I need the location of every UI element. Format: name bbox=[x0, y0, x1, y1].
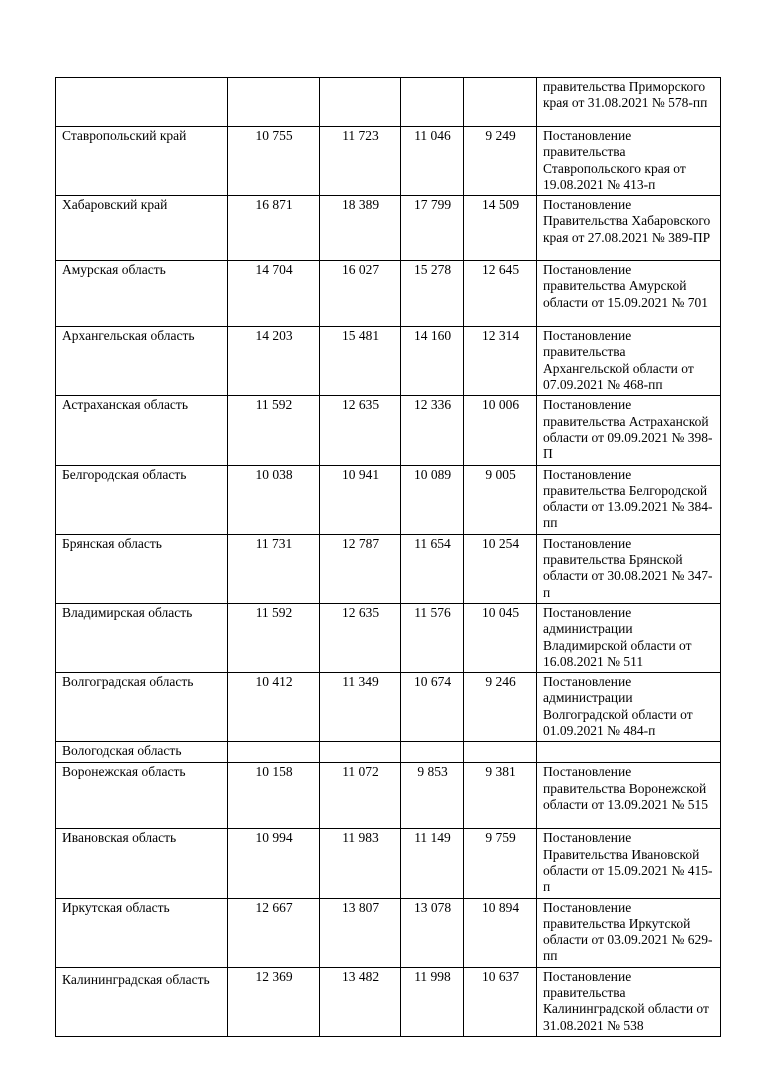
value-cell-1: 10 038 bbox=[228, 465, 320, 534]
value-cell-2 bbox=[320, 78, 401, 127]
value-cell-4: 12 314 bbox=[464, 327, 537, 396]
value-cell-2: 11 072 bbox=[320, 763, 401, 829]
value-cell-4: 10 894 bbox=[464, 898, 537, 967]
value-cell-2: 13 482 bbox=[320, 967, 401, 1036]
value-cell-4: 9 759 bbox=[464, 829, 537, 898]
value-cell-2: 10 941 bbox=[320, 465, 401, 534]
value-cell-4: 10 254 bbox=[464, 534, 537, 603]
region-cell: Вологодская область bbox=[56, 742, 228, 763]
value-cell-4: 14 509 bbox=[464, 196, 537, 261]
value-cell-2: 13 807 bbox=[320, 898, 401, 967]
value-cell-1: 14 704 bbox=[228, 261, 320, 327]
value-cell-1: 11 731 bbox=[228, 534, 320, 603]
table-row bbox=[56, 534, 721, 603]
region-cell: Ставропольский край bbox=[56, 127, 228, 196]
legal-basis-cell: Постановление правительства Брянской области от 30.08.2021 № 347-п bbox=[537, 534, 721, 603]
region-cell: Ивановская область bbox=[56, 829, 228, 898]
value-cell-2: 11 349 bbox=[320, 673, 401, 742]
region-cell: Иркутская область bbox=[56, 898, 228, 967]
value-cell-3: 13 078 bbox=[401, 898, 464, 967]
region-cell: Воронежская область bbox=[56, 763, 228, 829]
legal-basis-cell: Постановление правительства Амурской области от 15.09.2021 № 701 bbox=[537, 261, 721, 327]
table-row bbox=[56, 967, 721, 1036]
table-row bbox=[56, 603, 721, 672]
legal-basis-cell: Постановление правительства Астраханской области от 09.09.2021 № 398-П bbox=[537, 396, 721, 465]
region-cell: Волгоградская область bbox=[56, 673, 228, 742]
legal-basis-cell: Постановление администрации Владимирской области от 16.08.2021 № 511 bbox=[537, 603, 721, 672]
region-cell bbox=[56, 967, 228, 1036]
region-cell: Белгородская область bbox=[56, 465, 228, 534]
value-cell-4: 9 246 bbox=[464, 673, 537, 742]
legal-basis-cell: Постановление Правительства Ивановской области от 15.09.2021 № 415-п bbox=[537, 829, 721, 898]
value-cell-3: 9 853 bbox=[401, 763, 464, 829]
table-row bbox=[56, 829, 721, 898]
value-cell-3: 11 654 bbox=[401, 534, 464, 603]
value-cell-3: 10 089 bbox=[401, 465, 464, 534]
value-cell-2: 12 635 bbox=[320, 396, 401, 465]
table-row bbox=[56, 673, 721, 742]
region-cell: Астраханская область bbox=[56, 396, 228, 465]
value-cell-4: 10 045 bbox=[464, 603, 537, 672]
legal-basis-cell: Постановление правительства Воронежской области от 13.09.2021 № 515 bbox=[537, 763, 721, 829]
table-row bbox=[56, 327, 721, 396]
legal-basis-cell: Постановление правительства Иркутской области от 03.09.2021 № 629-пп bbox=[537, 898, 721, 967]
legal-basis-cell: Постановление администрации Волгоградской области от 01.09.2021 № 484-п bbox=[537, 673, 721, 742]
value-cell-4: 12 645 bbox=[464, 261, 537, 327]
value-cell-4 bbox=[464, 78, 537, 127]
value-cell-1: 11 592 bbox=[228, 603, 320, 672]
value-cell-1 bbox=[228, 78, 320, 127]
value-cell-3: 11 998 bbox=[401, 967, 464, 1036]
value-cell-4 bbox=[464, 742, 537, 763]
value-cell-3 bbox=[401, 742, 464, 763]
table-row bbox=[56, 898, 721, 967]
value-cell-2: 18 389 bbox=[320, 196, 401, 261]
value-cell-1: 10 412 bbox=[228, 673, 320, 742]
value-cell-3: 12 336 bbox=[401, 396, 464, 465]
legal-basis-cell: Постановление правительства Ставропольского края от 19.08.2021 № 413-п bbox=[537, 127, 721, 196]
region-cell: Амурская область bbox=[56, 261, 228, 327]
value-cell-2: 11 723 bbox=[320, 127, 401, 196]
value-cell-3 bbox=[401, 78, 464, 127]
value-cell-4: 9 381 bbox=[464, 763, 537, 829]
value-cell-4: 9 249 bbox=[464, 127, 537, 196]
value-cell-3: 17 799 bbox=[401, 196, 464, 261]
value-cell-1: 10 755 bbox=[228, 127, 320, 196]
table-row bbox=[56, 763, 721, 829]
legal-basis-cell: Постановление правительства Архангельской области от 07.09.2021 № 468-пп bbox=[537, 327, 721, 396]
value-cell-2: 16 027 bbox=[320, 261, 401, 327]
table-row bbox=[56, 127, 721, 196]
region-cell: Владимирская область bbox=[56, 603, 228, 672]
value-cell-1: 14 203 bbox=[228, 327, 320, 396]
value-cell-4: 9 005 bbox=[464, 465, 537, 534]
value-cell-3: 11 149 bbox=[401, 829, 464, 898]
value-cell-2 bbox=[320, 742, 401, 763]
value-cell-4: 10 006 bbox=[464, 396, 537, 465]
table-row bbox=[56, 196, 721, 261]
region-salary-table bbox=[55, 77, 721, 1037]
value-cell-4: 10 637 bbox=[464, 967, 537, 1036]
value-cell-1: 16 871 bbox=[228, 196, 320, 261]
value-cell-3: 11 576 bbox=[401, 603, 464, 672]
region-cell: Хабаровский край bbox=[56, 196, 228, 261]
table-row bbox=[56, 261, 721, 327]
value-cell-1: 11 592 bbox=[228, 396, 320, 465]
table-row bbox=[56, 465, 721, 534]
value-cell-3: 10 674 bbox=[401, 673, 464, 742]
value-cell-1 bbox=[228, 742, 320, 763]
value-cell-2: 12 635 bbox=[320, 603, 401, 672]
region-cell: Брянская область bbox=[56, 534, 228, 603]
table-row bbox=[56, 396, 721, 465]
legal-basis-cell: Постановление правительства Белгородской области от 13.09.2021 № 384-пп bbox=[537, 465, 721, 534]
value-cell-2: 15 481 bbox=[320, 327, 401, 396]
legal-basis-cell bbox=[537, 742, 721, 763]
legal-basis-cell: Постановление Правительства Хабаровского края от 27.08.2021 № 389-ПР bbox=[537, 196, 721, 261]
region-cell-text: Калининградская область bbox=[62, 971, 210, 987]
value-cell-3: 15 278 bbox=[401, 261, 464, 327]
table-row bbox=[56, 78, 721, 127]
region-cell: Архангельская область bbox=[56, 327, 228, 396]
value-cell-1: 10 158 bbox=[228, 763, 320, 829]
value-cell-3: 14 160 bbox=[401, 327, 464, 396]
legal-basis-cell: правительства Приморского края от 31.08.2021 № 578-пп bbox=[537, 78, 721, 127]
region-cell bbox=[56, 78, 228, 127]
value-cell-2: 11 983 bbox=[320, 829, 401, 898]
value-cell-3: 11 046 bbox=[401, 127, 464, 196]
legal-basis-cell: Постановление правительства Калининградской области от 31.08.2021 № 538 bbox=[537, 967, 721, 1036]
value-cell-1: 12 667 bbox=[228, 898, 320, 967]
table-row bbox=[56, 742, 721, 763]
value-cell-1: 10 994 bbox=[228, 829, 320, 898]
value-cell-2: 12 787 bbox=[320, 534, 401, 603]
value-cell-1: 12 369 bbox=[228, 967, 320, 1036]
